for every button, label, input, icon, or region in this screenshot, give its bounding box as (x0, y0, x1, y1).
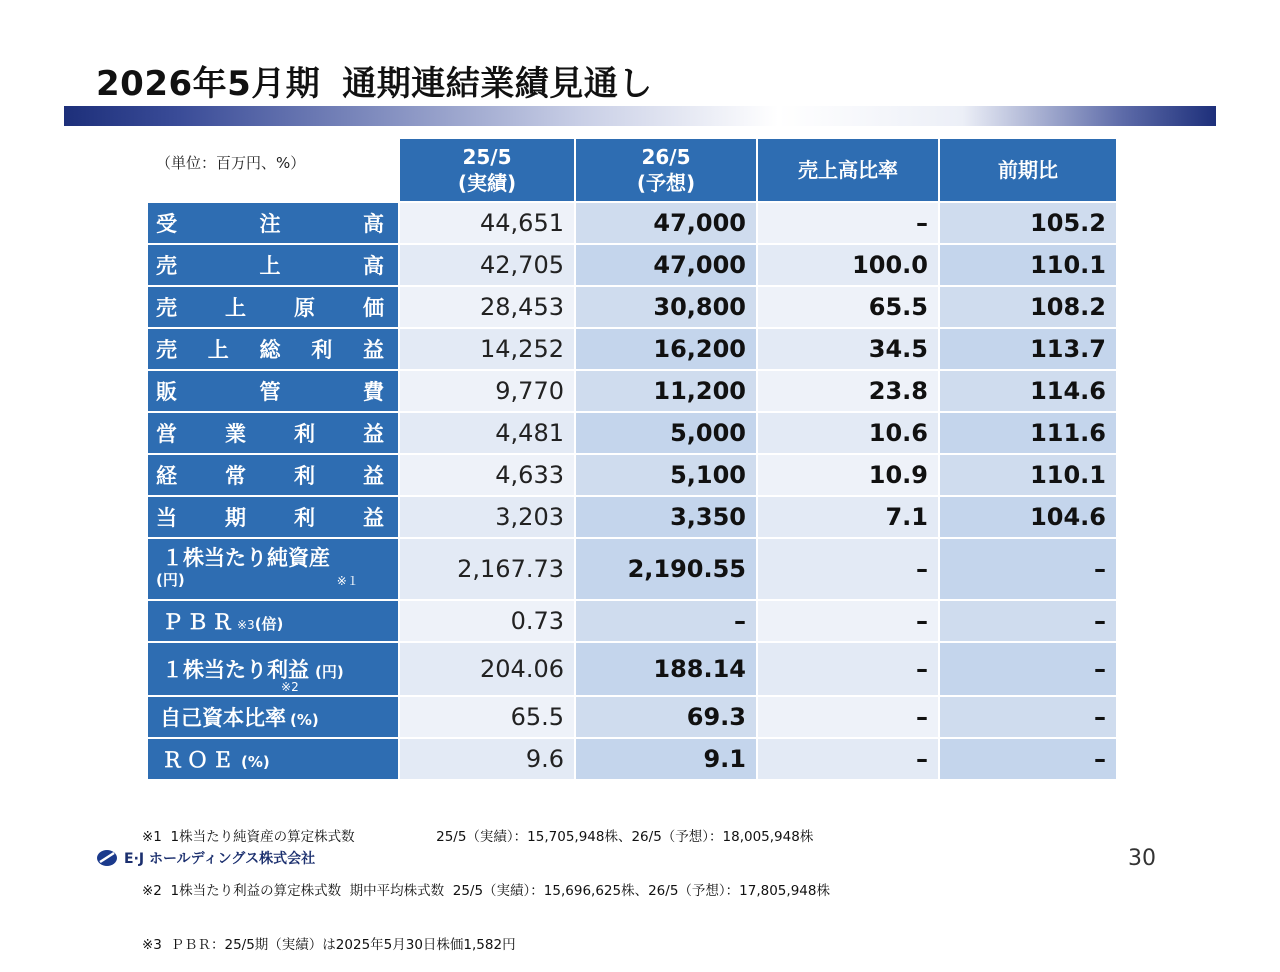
cell-eps-25: 204.06 (400, 643, 574, 695)
cell-eps-ratio: – (758, 643, 938, 695)
label-equity-ratio-unit: (%) (290, 711, 319, 729)
table-row (148, 455, 1116, 495)
label-roe-text: ＲＯＥ (162, 748, 237, 772)
cell-equity-26: 69.3 (576, 697, 756, 737)
label-bps-text: １株当たり純資産 (162, 545, 330, 570)
header-25-5 (400, 139, 574, 201)
company-name: E·J ホールディングス株式会社 (124, 851, 316, 867)
forecast-table (146, 137, 1118, 781)
header-sales-ratio (758, 139, 938, 201)
table-row (148, 497, 1116, 537)
cell-roe-25: 9.6 (400, 739, 574, 779)
header-row (148, 139, 1116, 201)
row-label-char: 利 (311, 338, 333, 362)
label-equity-ratio (148, 697, 398, 737)
row-label-char: 当 (156, 506, 177, 530)
footnote-1: ※1 1株当たり純資産の算定株式数 25/5（実績）：15,705,948株、26/5（予想）：18,005,948株 (142, 829, 814, 845)
cell-v4: 110.1 (940, 455, 1116, 495)
label-pbr (148, 601, 398, 641)
label-eps-text: １株当たり利益 (162, 658, 309, 682)
cell-v3: 23.8 (758, 371, 938, 411)
header-25-5-line2: (実績) (457, 171, 517, 195)
row-label (148, 413, 398, 453)
row-label-char: 益 (363, 338, 384, 362)
cell-v1: 42,705 (400, 245, 574, 285)
cell-v2: 16,200 (576, 329, 756, 369)
row-label-spread (156, 292, 384, 322)
cell-v1: 28,453 (400, 287, 574, 327)
row-label-char: 売 (156, 296, 177, 320)
row-label-char: 上 (225, 296, 246, 320)
cell-v2: 47,000 (576, 245, 756, 285)
row-label (148, 287, 398, 327)
cell-pbr-25: 0.73 (400, 601, 574, 641)
table-row-pbr (148, 601, 1116, 641)
cell-v4: 108.2 (940, 287, 1116, 327)
row-label-char: 上 (259, 254, 281, 278)
row-label-char: 常 (225, 464, 246, 488)
row-label-spread (156, 208, 384, 238)
label-bps-note: ※１ (336, 573, 359, 588)
header-sales-ratio-label: 売上高比率 (798, 158, 898, 182)
cell-roe-yoy: – (940, 739, 1116, 779)
row-label-char: 売 (156, 338, 177, 362)
footnotes (142, 792, 830, 972)
cell-v2: 11,200 (576, 371, 756, 411)
cell-v2: 30,800 (576, 287, 756, 327)
title-underline-bar (64, 106, 1216, 126)
table-row (148, 329, 1116, 369)
row-label-char: 受 (156, 212, 177, 236)
label-pbr-unit: (倍) (254, 615, 284, 633)
page-number: 30 (1128, 846, 1156, 871)
label-pbr-text: ＰＢＲ (162, 610, 237, 634)
title-subject: 通期連結業績見通し (342, 64, 653, 104)
cell-eps-yoy: – (940, 643, 1116, 695)
cell-v1: 44,651 (400, 203, 574, 243)
row-label (148, 371, 398, 411)
table-row-bps (148, 539, 1116, 599)
row-label-char: 高 (363, 254, 384, 278)
label-bps (148, 539, 398, 599)
row-label-spread (156, 460, 384, 490)
row-label-char: 注 (259, 212, 281, 236)
cell-v2: 3,350 (576, 497, 756, 537)
cell-v3: – (758, 203, 938, 243)
cell-pbr-yoy: – (940, 601, 1116, 641)
table-row-roe (148, 739, 1116, 779)
cell-roe-26: 9.1 (576, 739, 756, 779)
row-label-spread (156, 502, 384, 532)
header-25-5-line1: 25/5 (462, 145, 512, 169)
header-26-5 (576, 139, 756, 201)
table-row (148, 287, 1116, 327)
row-label-char: 期 (225, 506, 246, 530)
row-label-spread (156, 250, 384, 280)
label-eps-unit: (円) (315, 663, 344, 681)
table-row-equity-ratio (148, 697, 1116, 737)
cell-bps-ratio: – (758, 539, 938, 599)
label-roe (148, 739, 398, 779)
header-yoy-label: 前期比 (998, 158, 1058, 182)
cell-bps-26: 2,190.55 (576, 539, 756, 599)
cell-v2: 47,000 (576, 203, 756, 243)
footnote-3: ※3 ＰＢＲ：25/5期（実績）は2025年5月30日株価1,582円 (142, 937, 516, 953)
footnote-2: ※2 1株当たり利益の算定株式数 期中平均株式数 25/5（実績）：15,696,625株、26/5（予想）：17,805,948株 (142, 883, 830, 899)
table-row (148, 203, 1116, 243)
title-period: 2026年5月期 (96, 64, 321, 104)
cell-v4: 105.2 (940, 203, 1116, 243)
cell-v4: 104.6 (940, 497, 1116, 537)
cell-v1: 3,203 (400, 497, 574, 537)
row-label-char: 利 (294, 506, 315, 530)
cell-v3: 100.0 (758, 245, 938, 285)
label-eps-note: ※2 (281, 680, 299, 694)
row-label-char: 益 (363, 422, 384, 446)
header-yoy (940, 139, 1116, 201)
cell-v1: 14,252 (400, 329, 574, 369)
cell-eps-26: 188.14 (576, 643, 756, 695)
label-bps-unit: (円) (156, 570, 185, 589)
row-label (148, 245, 398, 285)
main-rows (148, 203, 1116, 537)
cell-v4: 114.6 (940, 371, 1116, 411)
cell-v3: 10.9 (758, 455, 938, 495)
cell-equity-ratio: – (758, 697, 938, 737)
cell-v1: 4,481 (400, 413, 574, 453)
header-blank (148, 139, 398, 201)
row-label-char: 利 (294, 464, 315, 488)
row-label-spread (156, 376, 384, 406)
row-label-char: 高 (363, 212, 384, 236)
row-label-char: 営 (156, 422, 177, 446)
row-label (148, 497, 398, 537)
cell-v3: 7.1 (758, 497, 938, 537)
cell-v2: 5,100 (576, 455, 756, 495)
company-logo-icon (96, 849, 118, 867)
label-roe-unit: (%) (241, 753, 270, 771)
cell-bps-25: 2,167.73 (400, 539, 574, 599)
cell-roe-ratio: – (758, 739, 938, 779)
cell-v1: 4,633 (400, 455, 574, 495)
cell-v4: 110.1 (940, 245, 1116, 285)
row-label (148, 455, 398, 495)
cell-equity-25: 65.5 (400, 697, 574, 737)
cell-v3: 10.6 (758, 413, 938, 453)
label-bps-sub (156, 569, 390, 592)
page-title (96, 56, 653, 105)
cell-v4: 113.7 (940, 329, 1116, 369)
table-row (148, 245, 1116, 285)
cell-v2: 5,000 (576, 413, 756, 453)
cell-v3: 34.5 (758, 329, 938, 369)
cell-pbr-26: – (576, 601, 756, 641)
header-26-5-line1: 26/5 (641, 145, 691, 169)
label-equity-ratio-text: 自己資本比率 (160, 706, 286, 730)
row-label-char: 利 (294, 422, 315, 446)
label-pbr-note: ※3 (237, 618, 255, 632)
row-label-char: 益 (363, 464, 384, 488)
row-label-char: 販 (156, 380, 177, 404)
cell-pbr-ratio: – (758, 601, 938, 641)
label-eps (148, 643, 398, 695)
row-label-char: 上 (207, 338, 229, 362)
row-label (148, 329, 398, 369)
row-label-spread (156, 334, 384, 364)
table-row (148, 371, 1116, 411)
cell-equity-yoy: – (940, 697, 1116, 737)
table-row-eps (148, 643, 1116, 695)
cell-v1: 9,770 (400, 371, 574, 411)
cell-v3: 65.5 (758, 287, 938, 327)
row-label-char: 管 (259, 380, 281, 404)
row-label-char: 費 (363, 380, 384, 404)
company-logo (96, 848, 315, 868)
row-label-char: 価 (363, 296, 384, 320)
unit-note: （単位：百万円、%） (156, 154, 306, 172)
row-label-char: 経 (156, 464, 177, 488)
cell-bps-yoy: – (940, 539, 1116, 599)
row-label-char: 総 (259, 338, 281, 362)
row-label (148, 203, 398, 243)
header-26-5-line2: (予想) (636, 171, 696, 195)
row-label-char: 原 (294, 296, 315, 320)
row-label-char: 売 (156, 254, 177, 278)
cell-v4: 111.6 (940, 413, 1116, 453)
table-row (148, 413, 1116, 453)
row-label-char: 益 (363, 506, 384, 530)
row-label-char: 業 (225, 422, 246, 446)
row-label-spread (156, 418, 384, 448)
